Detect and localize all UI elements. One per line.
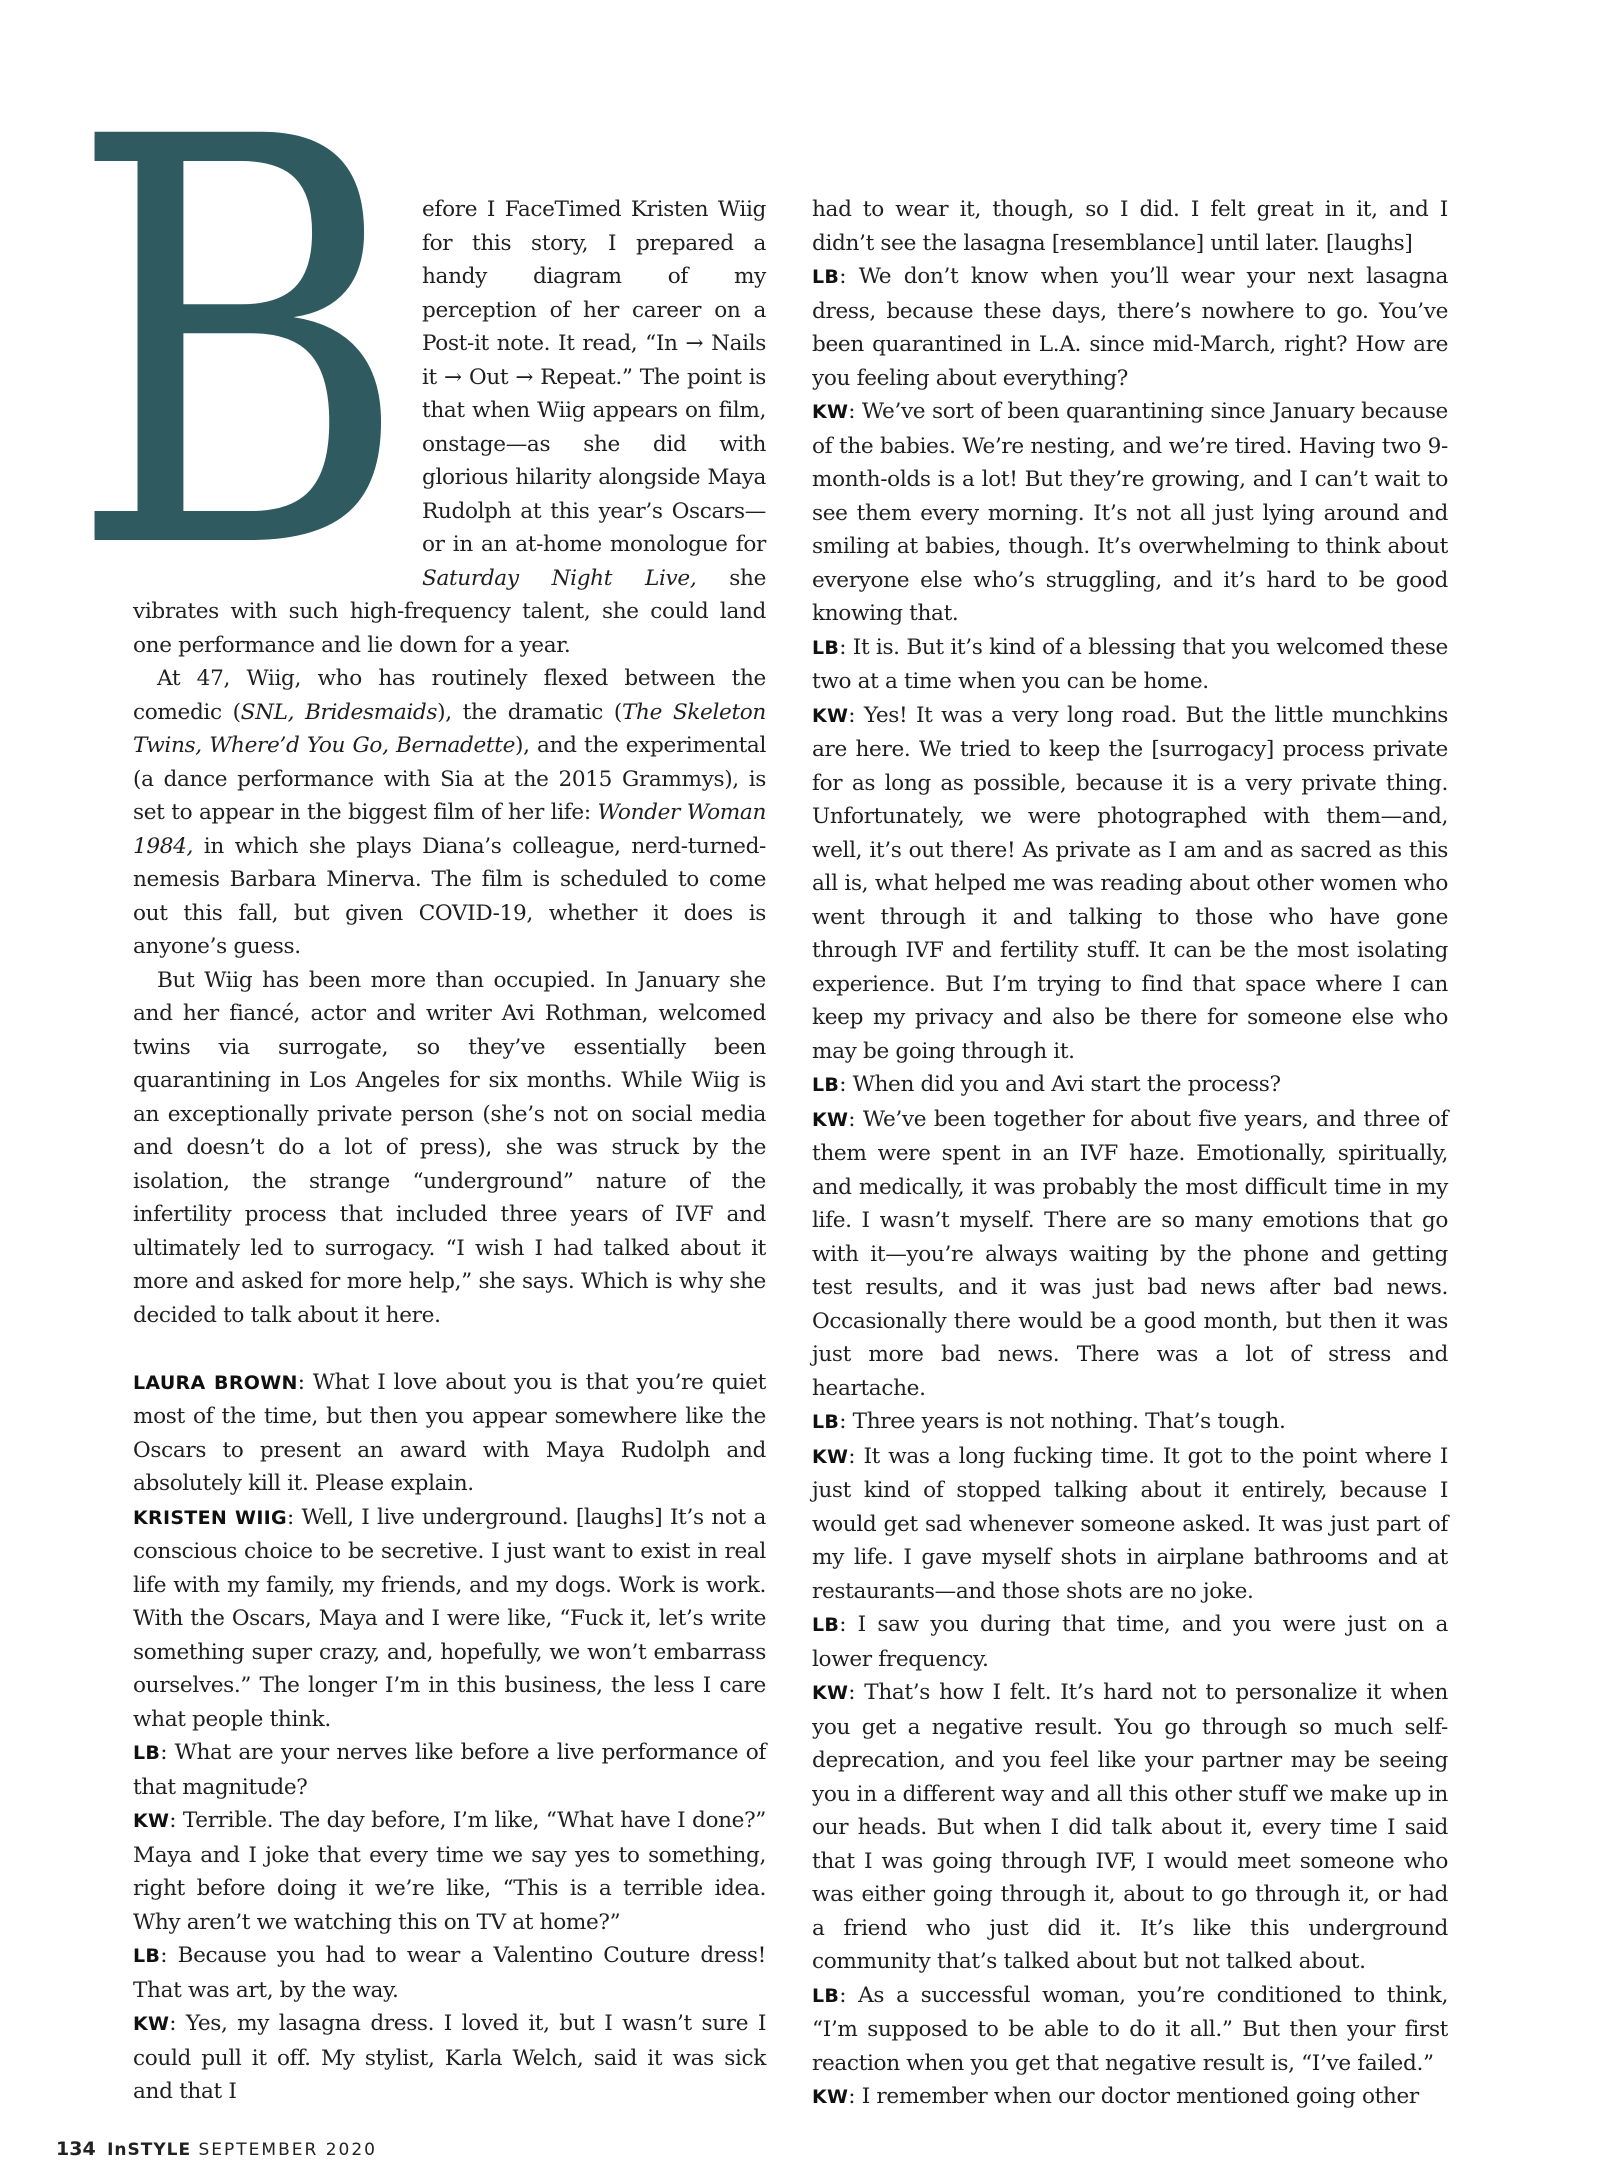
qa-text: : What are your nerves like before a live performance of that magnitude? xyxy=(133,1740,766,1800)
qa-paragraph xyxy=(812,1068,1448,1103)
qa-paragraph xyxy=(812,1979,1448,2081)
drop-cap xyxy=(69,82,422,589)
speaker-label: LB xyxy=(812,1411,840,1433)
qa-paragraph xyxy=(812,1676,1448,1979)
speaker-label: KW xyxy=(812,704,849,727)
qa-list-left xyxy=(133,1366,766,2109)
text-run: she vibrates with such high-frequency talent, she could land one performance and lie down for a year. xyxy=(133,565,766,658)
qa-text: : We’ve sort of been quarantining since January because of the babies. We’re nesting, and we’re tired. Having two 9-month-olds is a lot! But they’re growing, and I can’t wait to see them every morning. It’s not all just lying around and smiling at babies, though. It’s overwhelming to think about everyone else who’s struggling, and it’s hard to be good knowing that. xyxy=(812,399,1448,626)
drop-cap-letter xyxy=(69,82,422,589)
speaker-label: LB xyxy=(812,1984,840,2007)
qa-text: : We don’t know when you’ll wear your next lasagna dress, because these days, there’s nowhere to go. You’ve been quarantined in L.A. since mid-March, right? How are you feeling about everything? xyxy=(812,264,1448,391)
qa-text: : That’s how I felt. It’s hard not to personalize it when you get a negative result. You go through so much self-deprecation, and you feel like your partner may be seeing you in a different way and all this other stuff we make up in our heads. But when I did talk about it, every time I said that I was going through IVF, I would meet someone who was either going through it, about to go through it, or had a friend who just did it. It’s like this underground community that’s talked about but not talked about. xyxy=(812,1680,1448,1974)
intro-paragraph-3: But Wiig has been more than occupied. In January she and her fiancé, actor and writer Avi Rothman, welcomed twins via surrogate, so they’ve essentially been quarantining in Los Angeles for six months. While Wiig is an exceptionally private person (she’s not on social media and doesn’t do a lot of press), she was struck by the isolation, the strange “underground” nature of the infertility process that included three years of IVF and ultimately led to surrogacy. “I wish I had talked about it more and asked for more help,” she says. Which is why she decided to talk about it here. xyxy=(133,967,766,1328)
text-run: ), the dramatic ( xyxy=(437,699,622,725)
qa-text: : Yes! It was a very long road. But the little munchkins are here. We tried to keep the [surrogacy] process private for as long as possible, because it is a very private thing. Unfortunately, we were photographed with them—and, well, it’s out there! As private as I am and as sacred as this all is, what helped me was reading about other women who went through it and talking to those who have gone through IVF and fertility stuff. It can be the most isolating experience. But I’m trying to find that space where I can keep my privacy and also be there for someone else who may be going through it. xyxy=(812,702,1448,1064)
article-column-left xyxy=(69,82,766,2109)
speaker-label: KW xyxy=(812,1108,849,1131)
qa-text: : I remember when our doctor mentioned going other xyxy=(848,2084,1419,2109)
qa-paragraph xyxy=(812,631,1448,699)
qa-paragraph xyxy=(812,1608,1448,1676)
italic-title: Saturday Night Live, xyxy=(422,565,697,591)
italic-title: The Skeleton Twins, Where’d You Go, Bernadette xyxy=(133,699,766,758)
qa-paragraph xyxy=(133,1736,766,1804)
qa-paragraph xyxy=(812,1405,1448,1440)
speaker-label: LB xyxy=(812,1074,840,1096)
qa-paragraph xyxy=(133,2007,766,2109)
speaker-label: KW xyxy=(133,2013,170,2035)
qa-paragraph xyxy=(812,2080,1448,2115)
article-column-right xyxy=(812,193,1448,2115)
qa-paragraph xyxy=(812,699,1448,1069)
speaker-label: LB xyxy=(812,266,840,288)
qa-text: : When did you and Avi start the process? xyxy=(839,1072,1281,1097)
speaker-label: LAURA BROWN xyxy=(133,1371,298,1394)
qa-text: : Because you had to wear a Valentino Couture dress! That was art, by the way. xyxy=(133,1943,766,2003)
text-run: ), and the experimental (a dance performance with Sia at the 2015 Grammys), is set to appear in the biggest film of her life: xyxy=(133,733,766,825)
speaker-label: LB xyxy=(812,636,840,659)
qa-paragraph xyxy=(133,1366,766,1501)
qa-text: : Yes, my lasagna dress. I loved it, but I wasn’t sure I could pull it off. My stylist, Karla Welch, said it was sick and that I xyxy=(133,2011,766,2104)
qa-list-right xyxy=(812,260,1448,2115)
text-run: efore I FaceTimed Kristen Wiig for this story, I prepared a handy diagram of my perception of her career on a Post-it note. It read, “In → Nails it → Out → Repeat.” The point is that when Wiig appears on film, onstage—as she did with glorious hilarity alongside Maya Rudolph at this year’s Oscars—or in an at-home monologue for xyxy=(422,197,766,557)
qa-text: : I saw you during that time, and you were just on a lower frequency. xyxy=(812,1612,1448,1672)
speaker-label: KW xyxy=(812,1445,849,1468)
speaker-label: KW xyxy=(133,1810,170,1832)
speaker-label: LB xyxy=(812,1614,840,1636)
qa-paragraph xyxy=(133,1939,766,2007)
italic-title: Wonder Woman 1984, xyxy=(133,800,766,859)
qa-paragraph xyxy=(812,260,1448,395)
drop-cap-glyph: B xyxy=(69,82,409,589)
text-run: At 47, Wiig, who has routinely flexed between the comedic ( xyxy=(133,666,766,725)
qa-text: : It was a long fucking time. It got to the point where I just kind of stopped talking about it entirely, because I would get sad whenever someone asked. It was just part of my life. I gave myself shots in airplane bathrooms and at restaurants—and those shots are no joke. xyxy=(812,1443,1448,1604)
qa-paragraph xyxy=(812,1103,1448,1406)
qa-text: : It is. But it’s kind of a blessing that you welcomed these two at a time when you can be home. xyxy=(812,634,1448,694)
speaker-label: KW xyxy=(812,1682,849,1704)
speaker-label: LB xyxy=(133,1945,161,1967)
qa-text: : Well, I live underground. [laughs] It’s not a conscious choice to be secretive. I just want to exist in real life with my family, my friends, and my dogs. Work is work. With the Oscars, Maya and I were like, “Fuck it, let’s write something super crazy, and, hopefully, we won’t embarrass ourselves.” The longer I’m in this business, the less I care what people think. xyxy=(133,1504,766,1732)
continued-paragraph: had to wear it, though, so I did. I felt great in it, and I didn’t see the lasagna [resemblance] until later. [laughs] xyxy=(812,197,1448,256)
qa-text: : Three years is not nothing. That’s tough. xyxy=(839,1409,1286,1434)
qa-paragraph xyxy=(812,395,1448,631)
qa-text: : What I love about you is that you’re quiet most of the time, but then you appear somewhere like the Oscars to present an award with Maya Rudolph and absolutely kill it. Please explain. xyxy=(133,1369,766,1496)
speaker-label: KW xyxy=(812,401,849,423)
intro-paragraph-2 xyxy=(133,662,766,964)
qa-text: : Terrible. The day before, I’m like, “What have I done?” Maya and I joke that every time we say yes to something, right before doing it we’re like, “This is a terrible idea. Why aren’t we watching this on TV at home?” xyxy=(133,1808,766,1935)
qa-paragraph xyxy=(133,1804,766,1939)
qa-paragraph xyxy=(812,1440,1448,1609)
section-gap xyxy=(133,1332,766,1366)
page-number: 134 xyxy=(56,2138,96,2160)
qa-text: : As a successful woman, you’re conditioned to think, “I’m supposed to be able to do it all.” But then your first reaction when you get that negative result is, “I’ve failed.” xyxy=(812,1982,1448,2076)
issue-date: SEPTEMBER 2020 xyxy=(198,2140,377,2160)
speaker-label: KW xyxy=(812,2086,849,2108)
qa-paragraph xyxy=(133,1501,766,1737)
text-run: in which she plays Diana’s colleague, nerd-turned-nemesis Barbara Minerva. The film is scheduled to come out this fall, but given COVID-19, whether it does is anyone’s guess. xyxy=(133,833,766,959)
qa-text: : We’ve been together for about five years, and three of them were spent in an IVF haze. Emotionally, spiritually, and medically, it was probably the most difficult time in my life. I wasn’t myself. There are so many emotions that go with it—you’re always waiting by the phone and getting test results, and it was just bad news after bad news. Occasionally there would be a good month, but then it was just more bad news. There was a lot of stress and heartache. xyxy=(812,1106,1448,1401)
magazine-name: InSTYLE xyxy=(107,2140,192,2160)
speaker-label: KRISTEN WIIG xyxy=(133,1506,287,1529)
speaker-label: LB xyxy=(133,1742,161,1764)
page-footer xyxy=(56,2138,377,2160)
italic-title: SNL, Bridesmaids xyxy=(240,699,438,725)
